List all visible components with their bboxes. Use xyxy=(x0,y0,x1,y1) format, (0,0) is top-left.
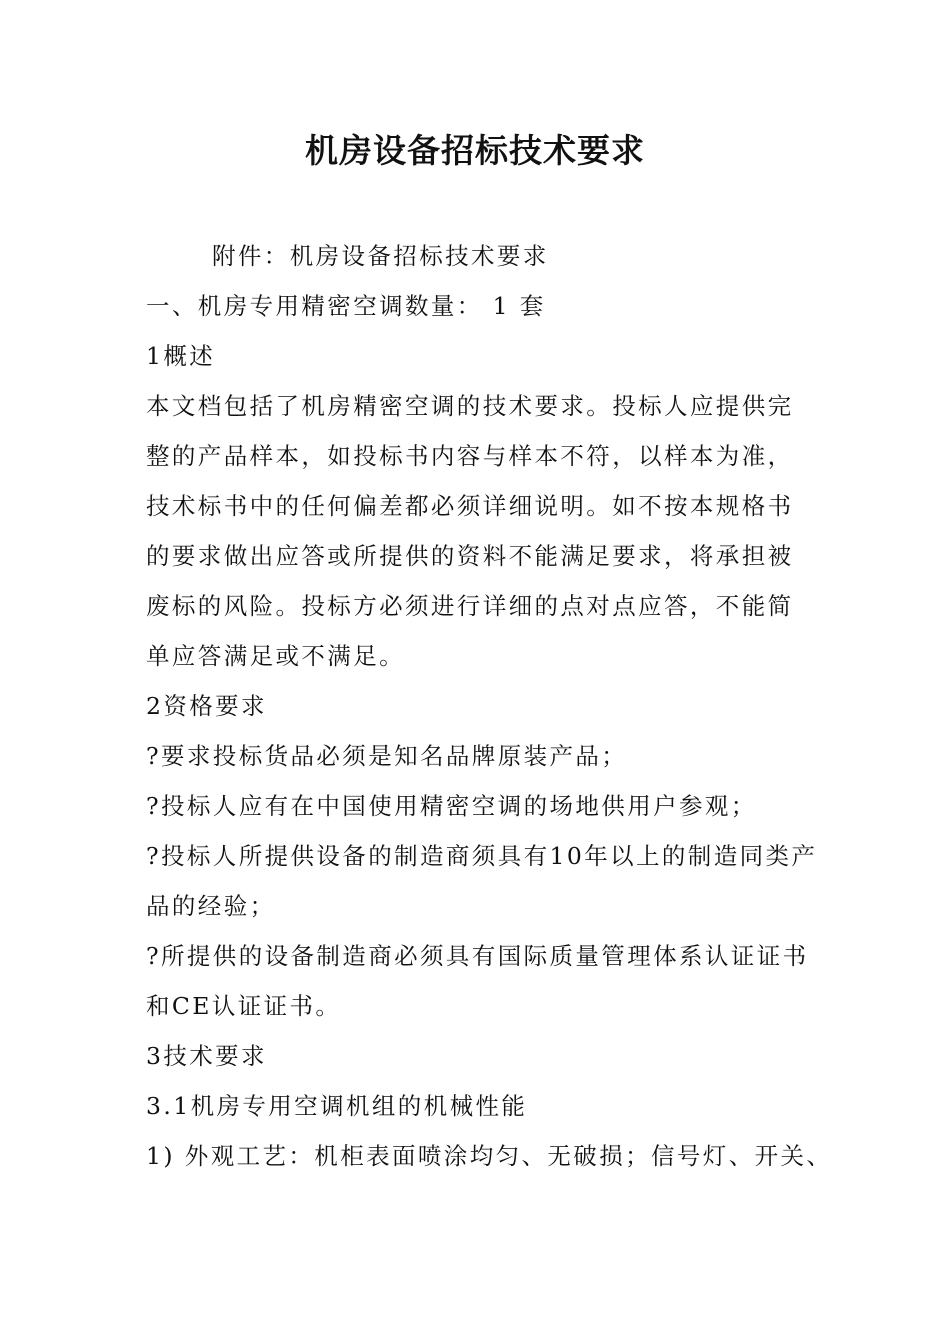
requirement-item-continuation: 品的经验； xyxy=(146,892,276,920)
requirement-item: ?要求投标货品必须是知名品牌原装产品； xyxy=(146,742,628,770)
document-body xyxy=(146,231,836,1181)
section-heading-quantity: 一、机房专用精密空调数量： 1 套 xyxy=(146,292,546,320)
subsection-heading-mechanical: 3.1机房专用空调机组的机械性能 xyxy=(146,1092,528,1120)
section-heading-technical: 3技术要求 xyxy=(146,1042,267,1070)
paragraph-line: 技术标书中的任何偏差都必须详细说明。如不按本规格书 xyxy=(146,492,794,520)
paragraph-line: 本文档包括了机房精密空调的技术要求。投标人应提供完 xyxy=(146,392,794,420)
attachment-line: 附件：机房设备招标技术要求 xyxy=(212,242,549,270)
requirement-item: ?投标人应有在中国使用精密空调的场地供用户参观； xyxy=(146,792,757,820)
section-heading-overview: 1概述 xyxy=(146,342,216,370)
paragraph-line: 的要求做出应答或所提供的资料不能满足要求，将承担被 xyxy=(146,542,794,570)
requirement-item: ?所提供的设备制造商必须具有国际质量管理体系认证证书 xyxy=(146,942,809,970)
requirement-item-continuation: 和CE认证证书。 xyxy=(146,992,342,1020)
numbered-item: 1) 外观工艺：机柜表面喷涂均匀、无破损；信号灯、开关、 xyxy=(146,1142,833,1170)
paragraph-line: 废标的风险。投标方必须进行详细的点对点应答，不能简 xyxy=(146,592,794,620)
section-heading-qualifications: 2资格要求 xyxy=(146,692,267,720)
paragraph-line: 整的产品样本，如投标书内容与样本不符，以样本为准， xyxy=(146,442,794,470)
paragraph-line: 单应答满足或不满足。 xyxy=(146,642,405,670)
requirement-item: ?投标人所提供设备的制造商须具有10年以上的制造同类产 xyxy=(146,842,818,870)
document-title: 机房设备招标技术要求 xyxy=(305,131,645,170)
